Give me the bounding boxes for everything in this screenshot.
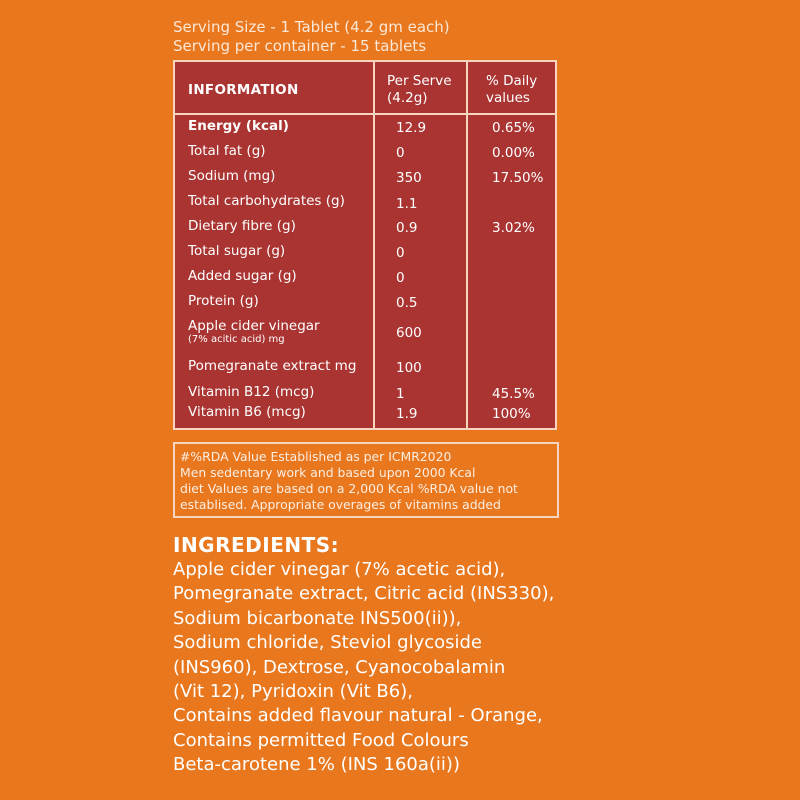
- ingredients-title: INGREDIENTS:: [173, 533, 340, 557]
- rda-line: Men sedentary work and based upon 2000 Kcal: [180, 465, 476, 480]
- per-serve-value: 1.1: [396, 196, 418, 212]
- ingredient-line: Pomegranate extract, Citric acid (INS330),: [173, 583, 555, 605]
- per-serve-value: 12.9: [396, 120, 427, 136]
- per-serve-value: 1: [396, 386, 405, 402]
- ingredient-line: (INS960), Dextrose, Cyanocobalamin: [173, 656, 506, 678]
- per-serve-value: 100: [396, 360, 422, 376]
- nutrient-name: Total carbohydrates (g): [188, 193, 345, 209]
- per-serve-value: 0: [396, 270, 405, 286]
- ingredient-line: Sodium chloride, Steviol glycoside: [173, 632, 483, 654]
- nutrient-name: Total fat (g): [188, 143, 266, 159]
- daily-value: 17.50%: [492, 170, 544, 186]
- serving-per-container: Serving per container - 15 tablets: [173, 37, 427, 55]
- nutrient-name: Energy (kcal): [188, 118, 289, 134]
- nutrient-name: Pomegranate extract mg: [188, 358, 357, 374]
- header-daily-values: % Daily values: [486, 73, 538, 106]
- per-serve-value: 0: [396, 245, 405, 261]
- ingredient-line: Beta-carotene 1% (INS 160a(ii)): [173, 754, 460, 776]
- ingredient-line: (Vit 12), Pyridoxin (Vit B6),: [173, 681, 413, 703]
- per-serve-value: 0: [396, 145, 405, 161]
- daily-value: 45.5%: [492, 386, 535, 402]
- ingredients-list: [173, 558, 554, 778]
- ingredient-line: Apple cider vinegar (7% acetic acid),: [173, 559, 506, 580]
- nutrient-name: Sodium (mg): [188, 168, 276, 184]
- daily-value: 0.65%: [492, 120, 535, 136]
- header-per-serve: Per Serve (4.2g): [387, 73, 452, 106]
- column-divider: [466, 62, 468, 428]
- nutrient-name: Vitamin B6 (mcg): [188, 404, 306, 420]
- per-serve-value: 600: [396, 325, 422, 341]
- header-divider: [175, 113, 555, 115]
- per-serve-value: 0.5: [396, 295, 418, 311]
- rda-line: diet Values are based on a 2,000 Kcal %RDA value not: [180, 481, 518, 496]
- ingredient-line: Contains added flavour natural - Orange,: [173, 705, 543, 727]
- serving-info: [173, 18, 450, 56]
- rda-line: #%RDA Value Established as per ICMR2020: [180, 449, 452, 464]
- rda-line: establised. Appropriate overages of vitamins added: [180, 497, 501, 512]
- ingredient-line: Contains permitted Food Colours: [173, 729, 469, 751]
- serving-size: Serving Size - 1 Tablet (4.2 gm each): [173, 18, 450, 36]
- nutrient-name: Protein (g): [188, 293, 259, 309]
- header-information: INFORMATION: [188, 82, 299, 98]
- nutrient-name: Apple cider vinegar (7% acitic acid) mg: [188, 318, 320, 345]
- nutrient-name: Vitamin B12 (mcg): [188, 384, 315, 400]
- column-divider: [373, 62, 375, 428]
- per-serve-value: 0.9: [396, 220, 418, 236]
- ingredient-line: Sodium bicarbonate INS500(ii)),: [173, 607, 462, 629]
- rda-note: [173, 442, 559, 518]
- nutrient-name: Dietary fibre (g): [188, 218, 296, 234]
- per-serve-value: 350: [396, 170, 422, 186]
- nutrient-name: Added sugar (g): [188, 268, 297, 284]
- per-serve-value: 1.9: [396, 406, 418, 422]
- daily-value: 100%: [492, 406, 531, 422]
- daily-value: 3.02%: [492, 220, 535, 236]
- nutrient-name: Total sugar (g): [188, 243, 286, 259]
- daily-value: 0.00%: [492, 145, 535, 161]
- nutrition-table: [173, 60, 557, 430]
